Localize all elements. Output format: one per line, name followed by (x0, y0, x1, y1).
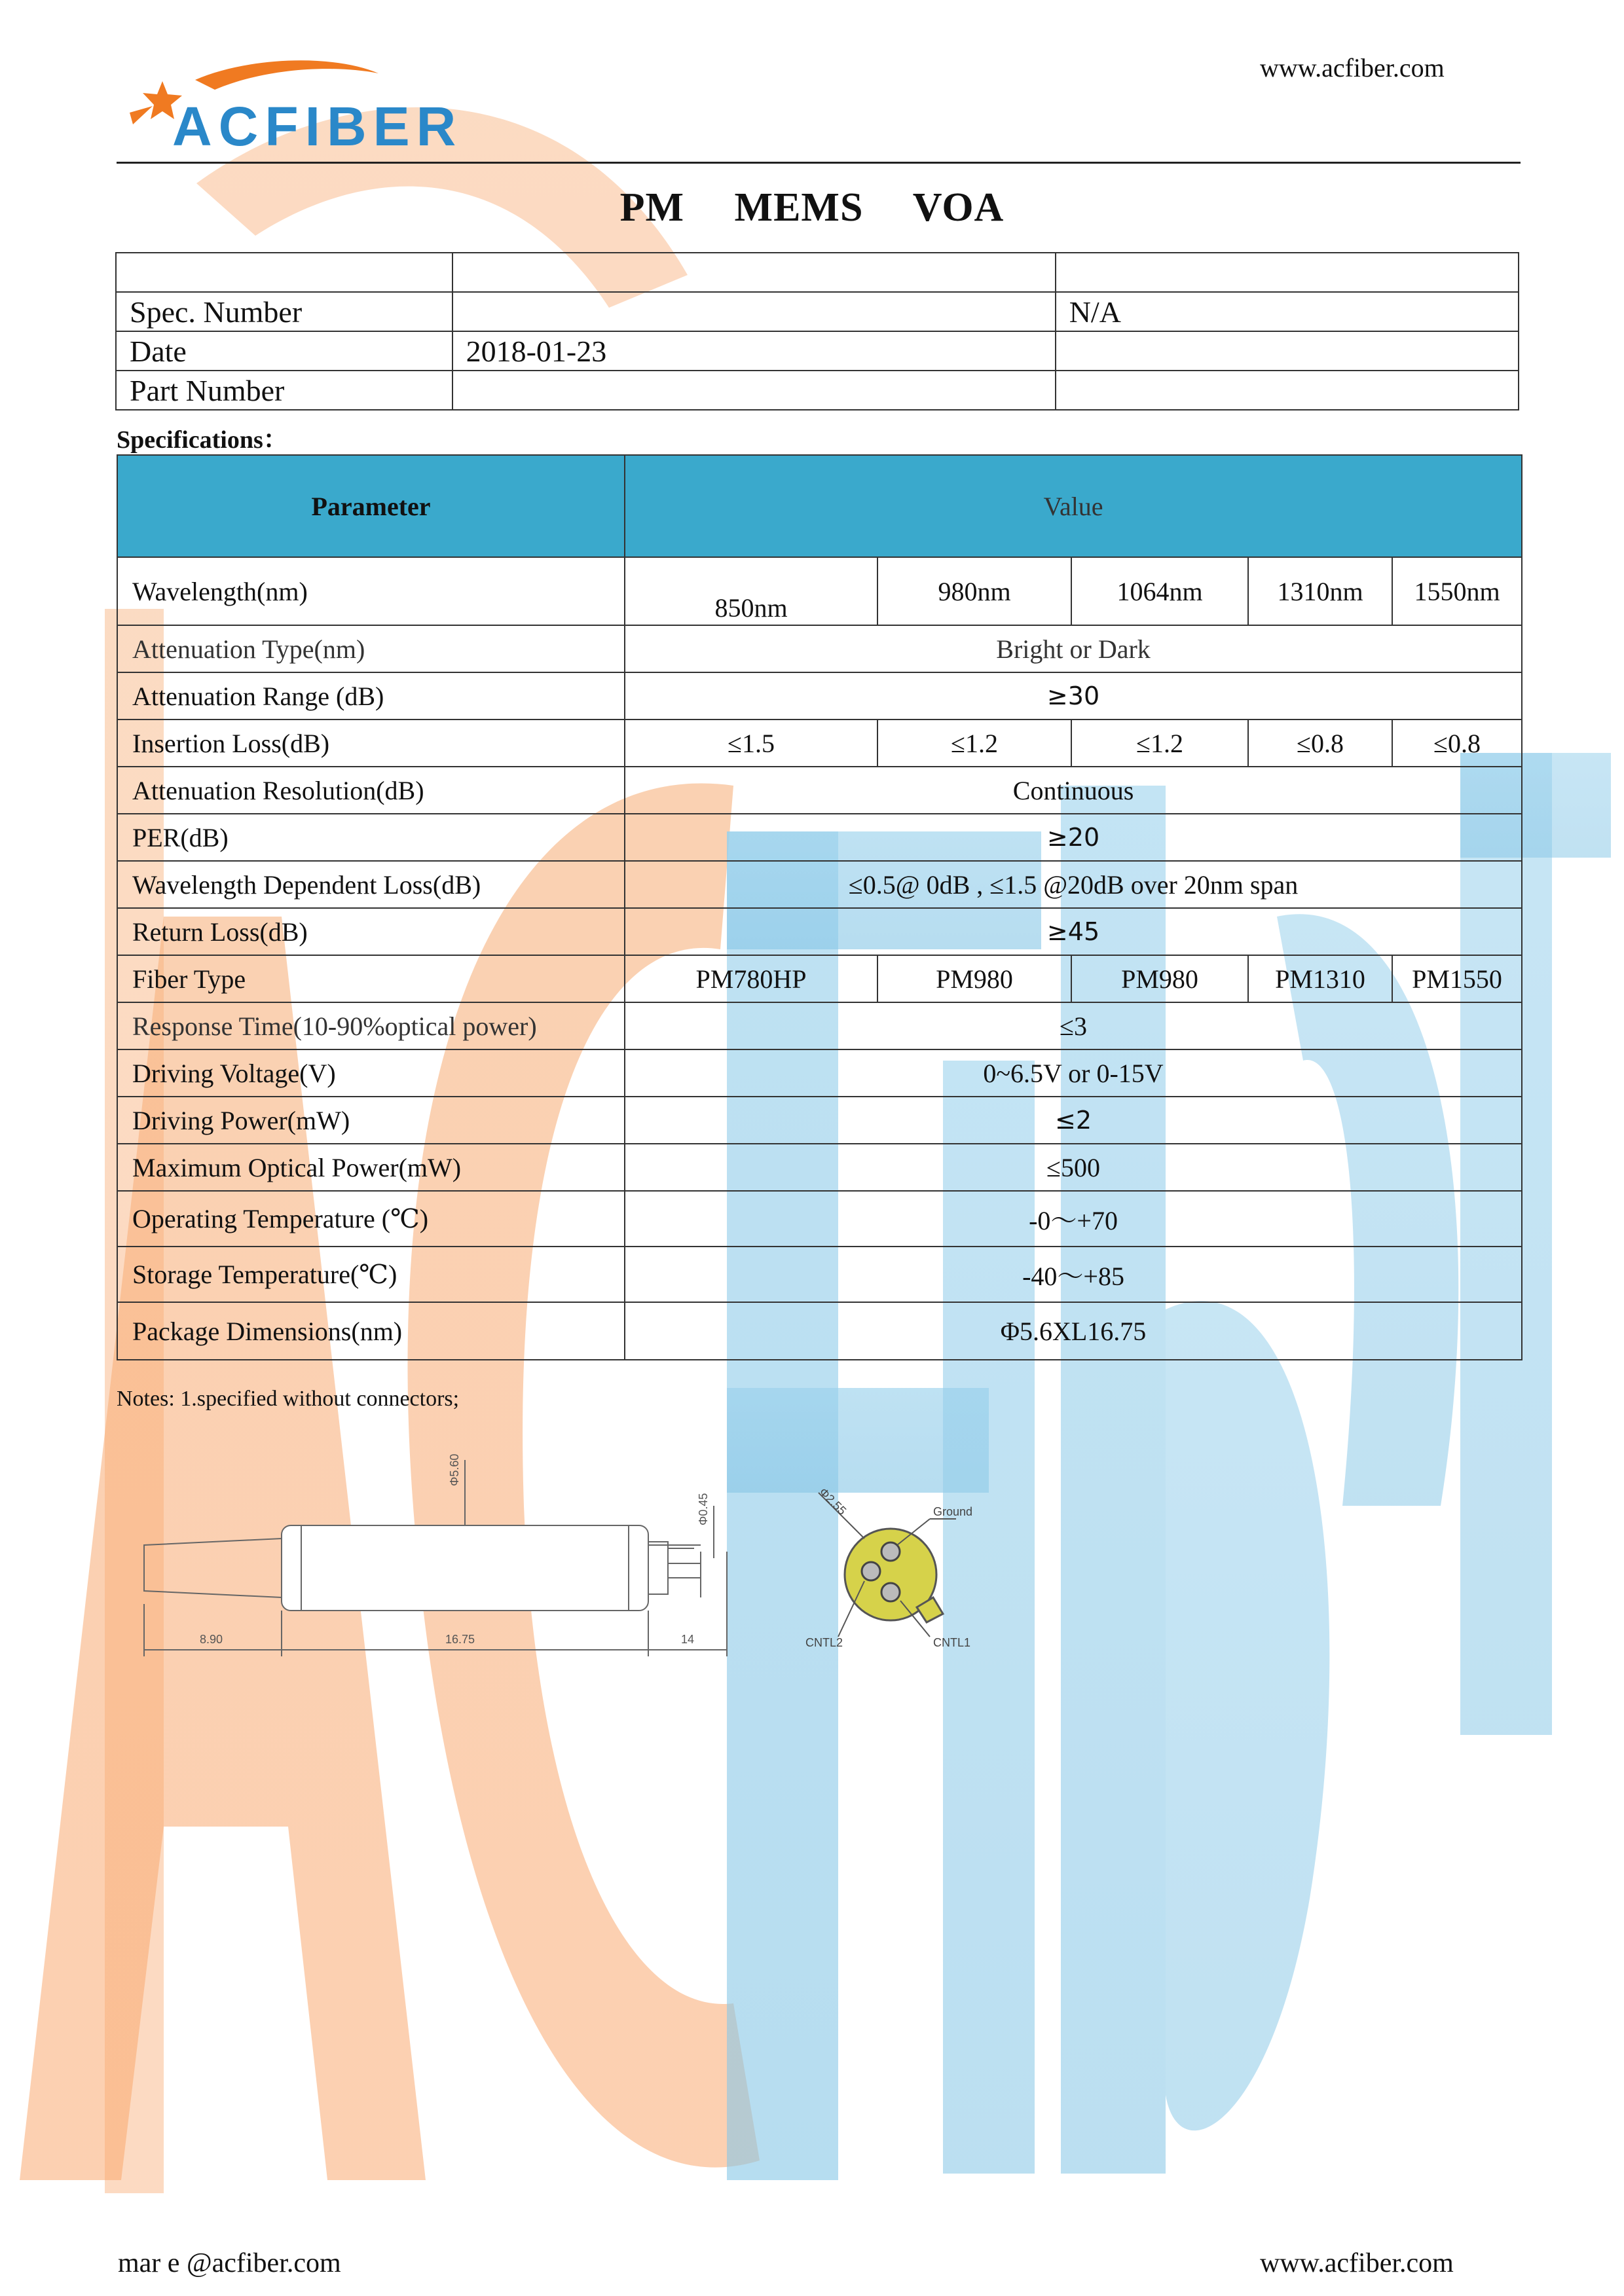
table-row-return-loss (117, 908, 1522, 955)
table-row-driving-power (117, 1097, 1522, 1144)
footer-website[interactable]: www.acfiber.com (1260, 2248, 1454, 2278)
header-parameter: Parameter (117, 455, 625, 557)
operating-temperature-value: -0～+70 (625, 1191, 1522, 1247)
insertion-loss-850: ≤1.5 (625, 720, 877, 767)
insertion-loss-label: Insertion Loss(dB) (117, 720, 625, 767)
table-row-response-time (117, 1002, 1522, 1049)
driving-voltage-value: 0~6.5V or 0-15V (625, 1049, 1522, 1097)
document-title: PM MEMS VOA (619, 185, 1005, 230)
document-meta-table (115, 252, 1519, 410)
storage-temperature-value: -40～+85 (625, 1247, 1522, 1302)
operating-temperature-label: Operating Temperature (℃) (117, 1191, 625, 1247)
attenuation-resolution-value: Continuous (625, 767, 1522, 814)
insertion-loss-1064: ≤1.2 (1071, 720, 1248, 767)
wavelength-1310: 1310nm (1248, 557, 1392, 625)
meta-row-date (116, 331, 1519, 371)
dim-pin-text: Φ0.45 (697, 1493, 710, 1525)
max-optical-power-value: ≤500 (625, 1144, 1522, 1191)
attenuation-type-label: Attenuation Type(nm) (117, 625, 625, 672)
table-row-attenuation-resolution (117, 767, 1522, 814)
return-loss-label: Return Loss(dB) (117, 908, 625, 955)
attenuation-range-value: ≥30 (625, 672, 1522, 720)
spec-number-value: N/A (1056, 292, 1519, 331)
table-row-fiber-type (117, 955, 1522, 1002)
dim-diameter-text: Φ5.60 (448, 1453, 461, 1486)
dim-body-text: 16.75 (445, 1633, 475, 1646)
table-row-insertion-loss (117, 720, 1522, 767)
table-row-wdl (117, 861, 1522, 908)
package-dimensions-label: Package Dimensions(nm) (117, 1302, 625, 1360)
footer-email[interactable]: mar e @acfiber.com (118, 2248, 341, 2278)
notes-text: Notes: 1.specified without connectors; (117, 1387, 460, 1411)
package-dimension-drawing (138, 1447, 1028, 1709)
table-row-attenuation-type (117, 625, 1522, 672)
table-row-max-optical-power (117, 1144, 1522, 1191)
date-value: 2018-01-23 (452, 331, 1056, 371)
insertion-loss-1310: ≤0.8 (1248, 720, 1392, 767)
return-loss-value: ≥45 (625, 908, 1522, 955)
wdl-label: Wavelength Dependent Loss(dB) (117, 861, 625, 908)
attenuation-range-label: Attenuation Range (dB) (117, 672, 625, 720)
insertion-loss-980: ≤1.2 (877, 720, 1071, 767)
fiber-type-label: Fiber Type (117, 955, 625, 1002)
table-row-storage-temperature (117, 1247, 1522, 1302)
per-value: ≥20 (625, 814, 1522, 861)
wavelength-980: 980nm (877, 557, 1071, 625)
insertion-loss-1550: ≤0.8 (1392, 720, 1522, 767)
response-time-label: Response Time(10-90%optical power) (117, 1002, 625, 1049)
header-website[interactable]: www.acfiber.com (1260, 53, 1445, 82)
wavelength-1064: 1064nm (1071, 557, 1248, 625)
acfiber-logo (117, 54, 464, 152)
label-ground: Ground (933, 1505, 973, 1518)
meta-row-empty (116, 253, 1519, 292)
meta-row-part-number (116, 371, 1519, 410)
table-row-per (117, 814, 1522, 861)
driving-power-value: ≤2 (625, 1097, 1522, 1144)
fiber-type-850: PM780HP (625, 955, 877, 1002)
attenuation-resolution-label: Attenuation Resolution(dB) (117, 767, 625, 814)
wavelength-850: 850nm (625, 557, 877, 625)
per-label: PER(dB) (117, 814, 625, 861)
table-header-row (117, 455, 1522, 557)
header-value: Value (625, 455, 1522, 557)
response-time-value: ≤3 (625, 1002, 1522, 1049)
fiber-type-1310: PM1310 (1248, 955, 1392, 1002)
label-cntl2: CNTL2 (805, 1636, 843, 1649)
fiber-type-1550: PM1550 (1392, 955, 1522, 1002)
storage-temperature-label: Storage Temperature(℃) (117, 1247, 625, 1302)
date-label: Date (116, 331, 452, 371)
spec-number-label: Spec. Number (116, 292, 452, 331)
part-number-label: Part Number (116, 371, 452, 410)
fiber-type-980: PM980 (877, 955, 1071, 1002)
dim-pcd-text: Φ2.55 (817, 1485, 849, 1518)
logo-text: ACFIBER (172, 96, 463, 152)
table-row-attenuation-range (117, 672, 1522, 720)
specifications-label: Specifications： (117, 426, 288, 454)
attenuation-type-value: Bright or Dark (625, 625, 1522, 672)
wavelength-label: Wavelength(nm) (117, 557, 625, 625)
table-row-driving-voltage (117, 1049, 1522, 1097)
meta-row-spec-number (116, 292, 1519, 331)
driving-power-label: Driving Power(mW) (117, 1097, 625, 1144)
driving-voltage-label: Driving Voltage(V) (117, 1049, 625, 1097)
table-row-package-dimensions (117, 1302, 1522, 1360)
wdl-value: ≤0.5@ 0dB , ≤1.5 @20dB over 20nm span (625, 861, 1522, 908)
package-dimensions-value: Φ5.6XL16.75 (625, 1302, 1522, 1360)
max-optical-power-label: Maximum Optical Power(mW) (117, 1144, 625, 1191)
fiber-type-1064: PM980 (1071, 955, 1248, 1002)
label-cntl1: CNTL1 (933, 1636, 971, 1649)
header-divider (117, 162, 1521, 164)
dim-pins-text: 14 (681, 1633, 695, 1646)
dim-left-text: 8.90 (200, 1633, 223, 1646)
table-row-operating-temperature (117, 1191, 1522, 1247)
wavelength-1550: 1550nm (1392, 557, 1522, 625)
specifications-table (117, 454, 1522, 1360)
table-row-wavelength (117, 557, 1522, 625)
